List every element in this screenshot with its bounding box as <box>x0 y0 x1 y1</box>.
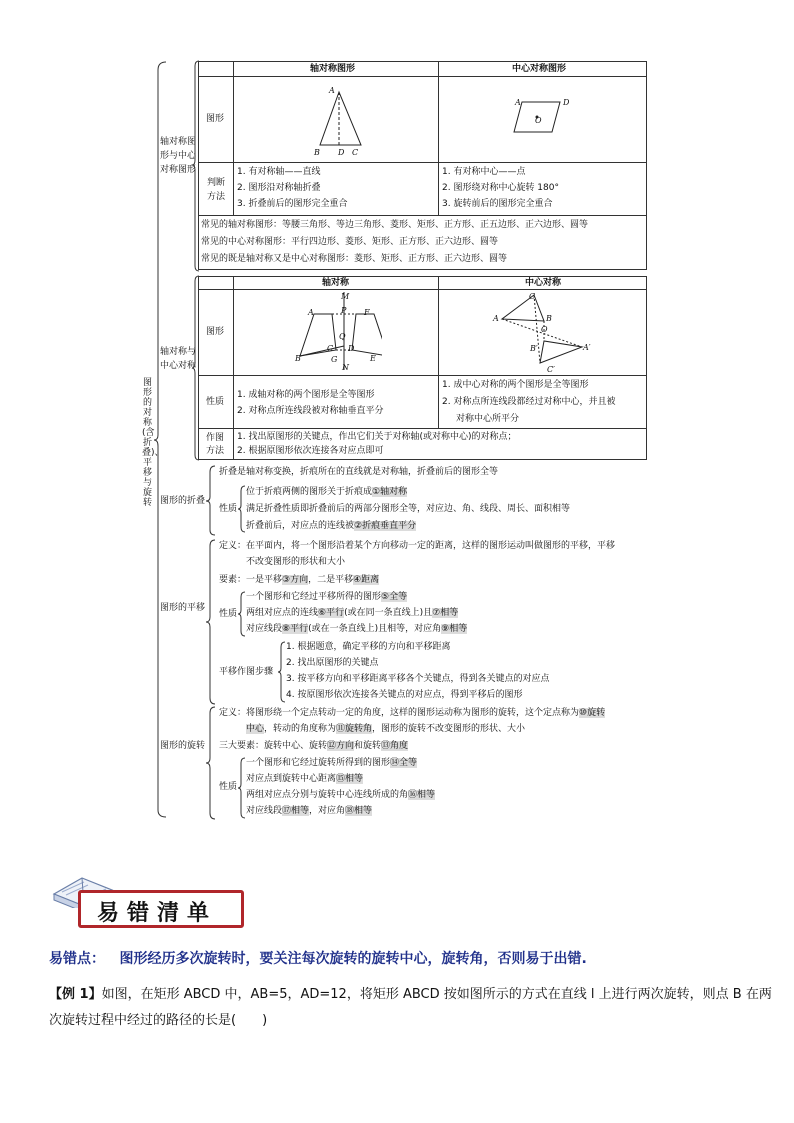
t2-label-cC: C <box>529 292 536 301</box>
t2-label-F: F <box>364 308 370 317</box>
t2-axis-prop-2: 2. 对称点所连线段被对称轴垂直平分 <box>237 406 384 416</box>
t2-label-M: M <box>341 292 350 301</box>
translate-steps-label: 平移作图步骤 <box>219 667 274 677</box>
rotate-prop-4: 对应线段⑰相等，对应角⑱相等 <box>246 806 373 816</box>
t1-axis-judge-1: 1. 有对称轴——直线 <box>237 167 321 177</box>
t2-label-cB2: B′ <box>530 344 538 353</box>
section-title: 易错清单 <box>97 901 218 926</box>
t1-common-2: 常见的中心对称图形：平行四边形、菱形、矩形、正方形、正六边形、圆等 <box>201 237 499 247</box>
fold-line-2: 满足折叠性质即折叠前后的两部分图形全等，对应边、角、线段、周长、面积相等 <box>246 504 571 514</box>
fold-prop-brace <box>238 484 246 534</box>
t1-common-3: 常见的既是轴对称又是中心对称图形：菱形、矩形、正方形、正六边形、圆等 <box>201 254 508 264</box>
t2-label-B: B <box>295 354 301 363</box>
table1-row-judge: 判断方法 <box>207 178 226 202</box>
rotate-three-elements: 三大要素：旋转中心、旋转⑫方向和旋转⑬角度 <box>219 741 409 751</box>
fold-line-3: 折叠前后，对应点的连线被②折痕垂直平分 <box>246 521 417 531</box>
example-1 <box>49 982 772 1034</box>
translate-step-2: 2. 找出原图形的关键点 <box>286 658 379 668</box>
translate-prop-1: 一个图形和它经过平移所得的图形⑤全等 <box>246 592 408 602</box>
error-point-label: 易错点： <box>49 951 105 967</box>
t2-center-prop-3: 对称中心所平分 <box>456 414 520 424</box>
root-label: 图形的对称(含折叠)、平移与旋转 <box>142 378 164 508</box>
t2-label-N: N <box>342 363 349 372</box>
table2-branch-label: 轴对称与中心对称 <box>160 347 197 371</box>
rotate-prop-label: 性质 <box>219 782 238 792</box>
t1-label-A: A <box>329 86 335 95</box>
section-title-box <box>78 890 244 928</box>
translate-def-2: 不改变图形的形状和大小 <box>246 557 346 567</box>
t1-label-C: C <box>352 148 359 157</box>
t2-center-prop-1: 1. 成中心对称的两个图形是全等图形 <box>442 380 589 390</box>
t1-label-pD: D <box>563 98 570 107</box>
rotate-def-1: 定义：将图形绕一个定点转动一定的角度，这样的图形运动称为图形的旋转，这个定点称为⑩旋转 <box>219 708 606 718</box>
example-tag: 【例 1】 <box>49 987 102 1002</box>
rotate-brace <box>206 705 216 821</box>
t2-axis-prop-1: 1. 成轴对称的两个图形是全等图形 <box>237 390 375 400</box>
t2-label-cC2: C′ <box>547 365 555 374</box>
rotate-prop-1: 一个图形和它经过旋转所得到的图形⑭全等 <box>246 758 418 768</box>
t2-label-cB: B <box>546 314 552 323</box>
fold-intro: 折叠是轴对称变换，折痕所在的直线就是对称轴，折叠前后的图形全等 <box>219 467 499 477</box>
example-text-2: 次旋转过程中经过的路径的长是( ) <box>49 1013 268 1028</box>
translate-def-1: 定义：在平面内，将一个图形沿着某个方向移动一定的距离，这样的图形运动叫做图形的平移，平移 <box>219 541 616 551</box>
fold-line-1: 位于折痕两侧的图形关于折痕成①轴对称 <box>246 487 408 497</box>
example-text-1: 如图，在矩形 ABCD 中，AB=5，AD=12，将矩形 ABCD 按如图所示的方式在直线 l 上进行两次旋转，则点 B 在两 <box>101 987 772 1002</box>
t2-label-P: P <box>341 306 347 315</box>
t2-label-G: G <box>331 355 338 364</box>
translate-brace <box>206 538 216 706</box>
translate-step-3: 3. 按平移方向和平移距离平移各个关键点，得到各关键点的对应点 <box>286 674 550 684</box>
fold-line-3-answer: ②折痕垂直平分 <box>354 521 417 531</box>
t2-label-cA2: A′ <box>583 343 591 352</box>
translate-prop-brace <box>238 590 246 638</box>
rotate-def-2: 中心，转动的角度称为⑪旋转角，图形的旋转不改变图形的形状、大小 <box>246 724 526 734</box>
t2-label-E: E <box>370 354 376 363</box>
rotate-label: 图形的旋转 <box>160 741 206 751</box>
t2-label-cA: A <box>493 314 499 323</box>
rotate-prop-2: 对应点到旋转中心距离⑮相等 <box>246 774 364 784</box>
translate-elements: 要素：一是平移③方向，二是平移④距离 <box>219 575 380 585</box>
t1-label-D: D <box>338 148 345 157</box>
t1-label-pA: A <box>515 98 521 107</box>
translate-steps-brace <box>278 640 286 704</box>
t1-label-pO: O <box>535 116 542 125</box>
table2-col-axis: 轴对称 <box>322 278 350 288</box>
t2-label-C: C <box>327 344 334 353</box>
t2-label-cO: O <box>541 325 548 334</box>
translate-step-1: 1. 根据题意，确定平移的方向和平移距离 <box>286 642 451 652</box>
table2-row-method: 作图方法 <box>206 433 225 456</box>
t2-method-2: 2. 根据原图形依次连接各对应点即可 <box>237 446 384 456</box>
section-header <box>48 868 248 938</box>
rotate-prop-3: 两组对应点分别与旋转中心连线所成的角⑯相等 <box>246 790 436 800</box>
t1-axis-judge-3: 3. 折叠前后的图形完全重合 <box>237 199 348 209</box>
t1-label-B: B <box>314 148 320 157</box>
t1-axis-judge-2: 2. 图形沿对称轴折叠 <box>237 183 321 193</box>
translate-prop-label: 性质 <box>219 609 238 619</box>
t1-center-judge-3: 3. 旋转前后的图形完全重合 <box>442 199 553 209</box>
table1-col-center: 中心对称图形 <box>512 64 567 74</box>
translate-step-4: 4. 按原图形依次连接各关键点的对应点，得到平移后的图形 <box>286 690 523 700</box>
fold-line-1-answer: ①轴对称 <box>372 487 408 497</box>
fold-prop-label: 性质 <box>219 504 238 514</box>
table2-row-prop: 性质 <box>206 397 225 407</box>
fold-brace <box>206 464 216 536</box>
t2-label-Q: Q <box>339 332 346 341</box>
t1-center-judge-2: 2. 图形绕对称中心旋转 180° <box>442 183 559 193</box>
t2-method-1: 1. 找出原图形的关键点，作出它们关于对称轴(或对称中心)的对称点； <box>237 432 517 442</box>
translate-prop-3: 对应线段⑧平行(或在一条直线上)且相等，对应角⑨相等 <box>246 624 468 634</box>
error-point-text: 图形经历多次旋转时，要关注每次旋转的旋转中心，旋转角，否则易于出错. <box>119 951 587 967</box>
fold-label: 图形的折叠 <box>160 496 206 506</box>
table2-col-center: 中心对称 <box>525 278 562 288</box>
table2-row-figure: 图形 <box>206 327 225 337</box>
table1-branch-label: 轴对称图形与中心对称图形 <box>160 137 197 175</box>
error-point <box>49 950 587 968</box>
example-line-1 <box>49 982 772 1008</box>
t2-label-A: A <box>308 308 314 317</box>
table1-col-axis: 轴对称图形 <box>310 64 356 74</box>
table1-row-figure: 图形 <box>206 114 225 124</box>
rotate-prop-brace <box>238 756 246 820</box>
t2-label-D: D <box>348 344 355 353</box>
translate-prop-2: 两组对应点的连线⑥平行(或在同一条直线上)且⑦相等 <box>246 608 459 618</box>
t1-center-judge-1: 1. 有对称中心——点 <box>442 167 526 177</box>
t1-common-1: 常见的轴对称图形：等腰三角形、等边三角形、菱形、矩形、正方形、正五边形、正六边形、圆等 <box>201 220 589 230</box>
t2-center-prop-2: 2. 对称点所连线段都经过对称中心，并且被 <box>442 397 616 407</box>
translate-label: 图形的平移 <box>160 603 206 613</box>
